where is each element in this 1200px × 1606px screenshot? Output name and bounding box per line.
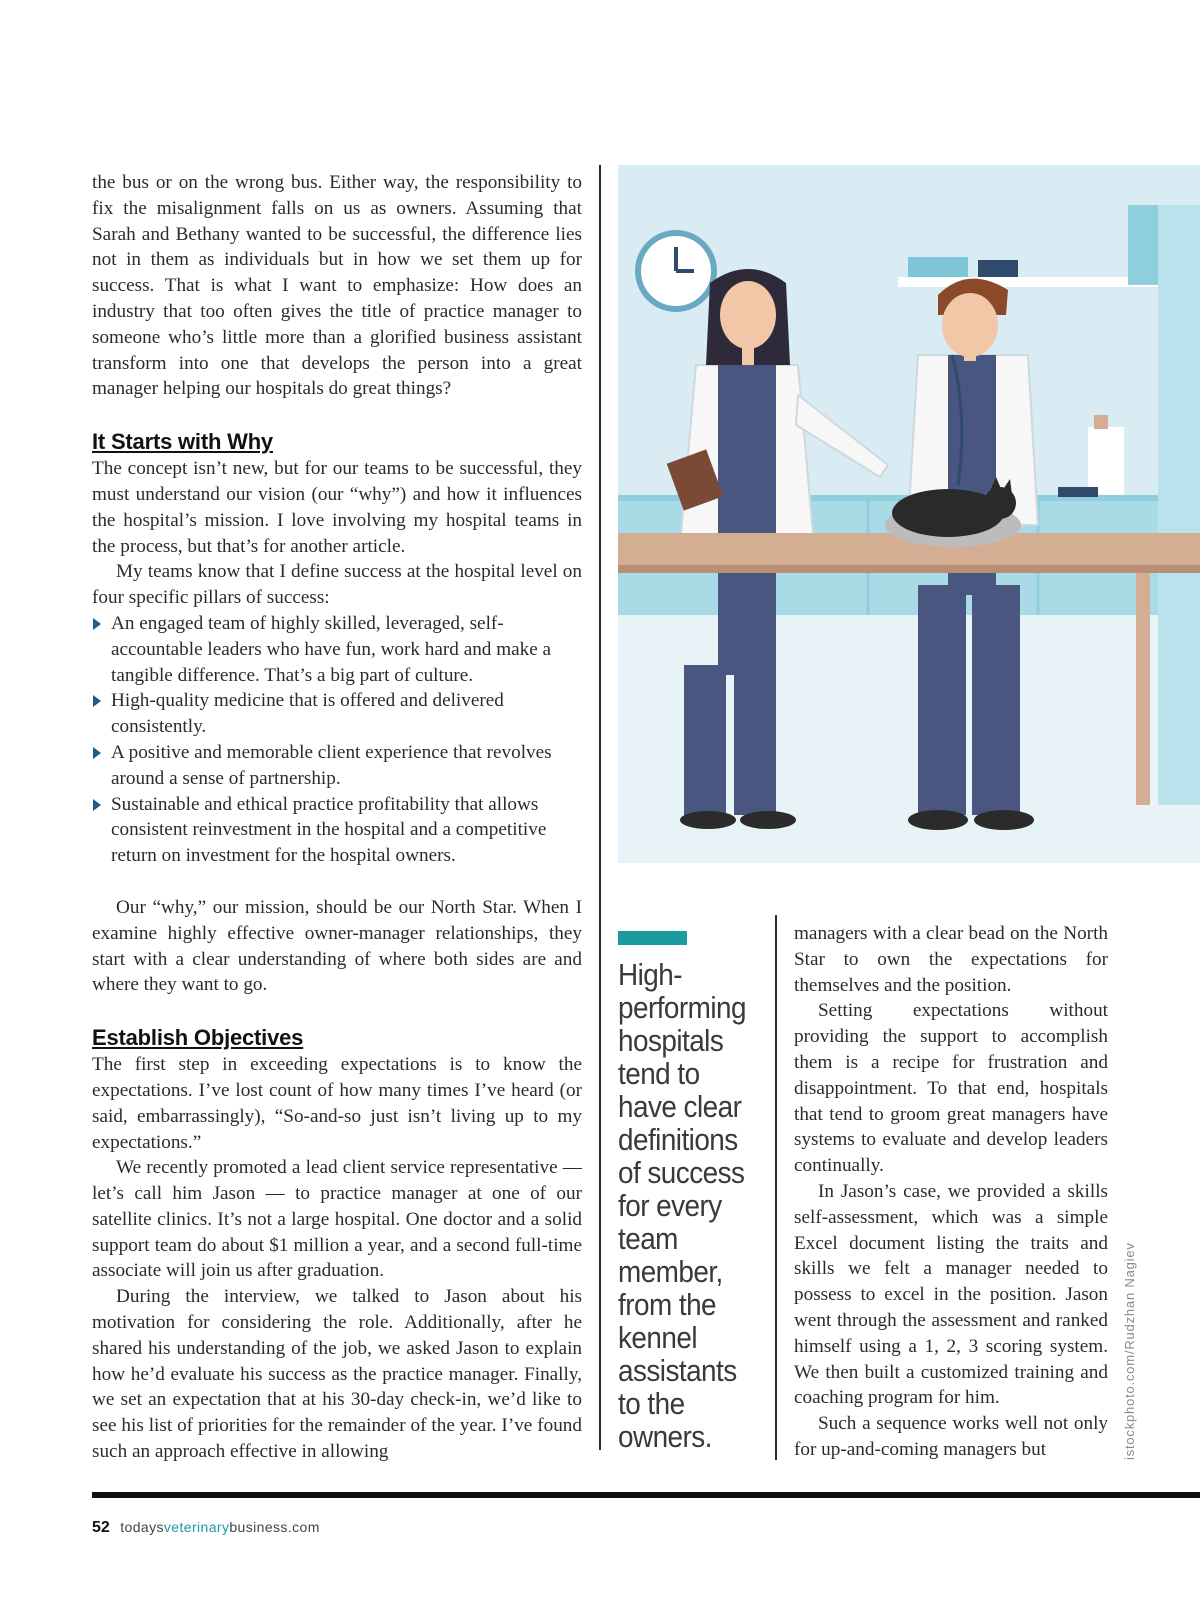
list-item: High-quality medicine that is offered and delivered consistently. <box>92 688 582 740</box>
left-column <box>92 170 582 1465</box>
list-item: A positive and memorable client experience that revolves around a sense of partnership. <box>92 740 582 792</box>
paragraph: Setting expectations without providing the support to accomplish them is a recipe for frustration and disappointment. To that end, hospitals that tend to groom great managers have systems to evaluate and develop leaders continually. <box>794 1000 1108 1177</box>
section-heading-objectives: Establish Objectives <box>92 1025 304 1051</box>
paragraph: During the interview, we talked to Jason about his motivation for considering the role. Additionally, after he shared his understanding of the job, we asked Jason to explain how he’d evaluate his success as the practice manager. Finally, we set an expectation that at his 30-day check-in, we’d like to see his list of priorities for the remainder of the year. I’ve found such an approach effective in allowing <box>92 1286 582 1463</box>
triangle-bullet-icon <box>93 747 101 759</box>
right-column <box>794 921 1108 1463</box>
paragraph: The concept isn’t new, but for our teams to be successful, they must understand our vision (our “why”) and how it influences the hospital’s mission. I love involving my hospital teams in the process, but that’s for another article. <box>92 458 582 557</box>
list-item: Sustainable and ethical practice profitability that allows consistent reinvestment in the hospital and a competitive return on investment for the hospital owners. <box>92 792 582 869</box>
triangle-bullet-icon <box>93 695 101 707</box>
pull-quote: High- performing hospitals tend to have clear definitions of success for every team member, from the kennel assistants to the owners. <box>618 957 746 1454</box>
paragraph: Our “why,” our mission, should be our North Star. When I examine highly effective owner-manager relationships, they start with a clear understanding of where both sides are and where they want to go. <box>92 896 582 996</box>
paragraph: The first step in exceeding expectations is to know the expectations. I’ve lost count of how many times I’ve heard (or said, embarrassingly), “So-and-so just isn’t living up to my expectations.” <box>92 1054 582 1153</box>
triangle-bullet-icon <box>93 799 101 811</box>
footer <box>92 1519 320 1537</box>
photo-credit: istockphoto.com/Rudzhan Nagiev <box>1122 1242 1137 1460</box>
paragraph: My teams know that I define success at the hospital level on four specific pillars of success: <box>92 561 582 609</box>
shelf-unit <box>1158 205 1200 805</box>
paragraph: In Jason’s case, we provided a skills self-assessment, which was a simple Excel document listing the traits and skills we felt a manager needed to possess to excel in the position. Jason went through the assessment and ranked himself using a 1, 2, 3 scoring system. We then built a customized training and coaching program for him. <box>794 1180 1108 1409</box>
column-divider <box>599 165 601 1450</box>
pull-quote-divider <box>775 915 777 1460</box>
paragraph: We recently promoted a lead client service representative — let’s call him Jason — to practice manager at one of our satellite clinics. It’s not a large hospital. One doctor and a solid support team do about $1 million a year, and a second full-time associate will join us after graduation. <box>92 1157 582 1282</box>
triangle-bullet-icon <box>93 618 101 630</box>
pillars-list <box>92 611 582 869</box>
paragraph: managers with a clear bead on the North Star to own the expectations for themselves and the position. <box>794 923 1108 996</box>
paragraph: Such a sequence works well not only for up-and-coming managers but <box>794 1413 1108 1460</box>
footer-rule <box>92 1492 1200 1498</box>
paragraph: the bus or on the wrong bus. Either way, the responsibility to fix the misalignment falls on us as owners. Assuming that Sarah and Bethany wanted to be successful, the difference lies not in them as individuals but in how we set them up for success. That is what I want to emphasize: How does an industry that too often gives the title of practice manager to someone who’s little more than a glorified business assistant transform into one that develops the person into a great manager helping our hospitals do great things? <box>92 172 582 400</box>
vet-clinic-illustration <box>618 165 1200 863</box>
site-url: todaysveterinarybusiness.com <box>120 1519 320 1535</box>
wall-clock-icon <box>638 233 714 309</box>
page-number: 52 <box>92 1519 110 1536</box>
accent-bar <box>618 931 687 945</box>
section-heading-why: It Starts with Why <box>92 429 273 455</box>
list-item: An engaged team of highly skilled, leveraged, self-accountable leaders who have fun, work hard and make a tangible difference. That’s a big part of culture. <box>92 611 582 688</box>
